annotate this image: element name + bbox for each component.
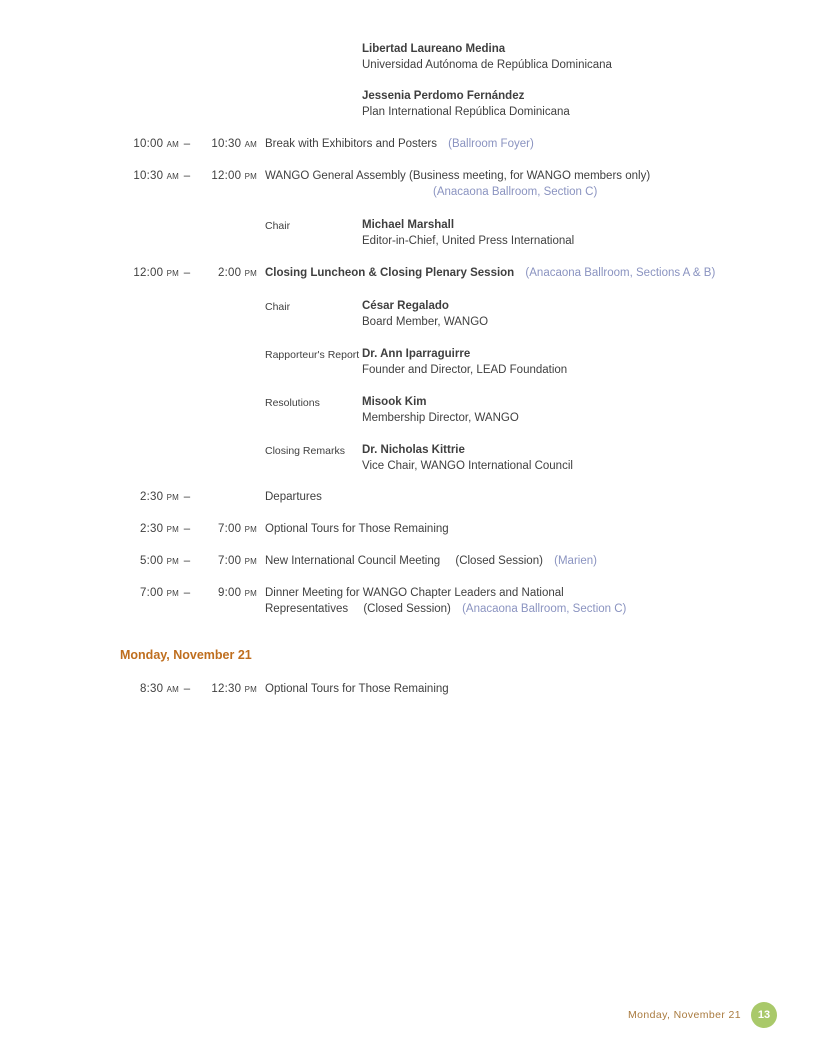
speaker-affiliation: Universidad Autónoma de República Dominicana [362,59,612,71]
session-role-row [265,346,567,378]
event-title: New International Council Meeting [265,555,441,567]
event-venue: (Ballroom Foyer) [448,138,534,150]
time-separator: – [183,138,191,150]
speaker-affiliation: Plan International República Dominicana [362,106,570,118]
time-start: 2:30 pm [140,523,179,535]
schedule-row [120,681,449,697]
page-number-badge: 13 [751,1002,777,1028]
schedule-row [120,585,626,617]
time-end: 7:00 pm [218,523,257,535]
time-start: 2:30 pm [140,491,179,503]
time-start: 12:00 pm [133,267,179,279]
time-range [120,265,265,281]
session-role-label: Chair [265,301,291,313]
time-end: 12:00 pm [211,170,257,182]
time-range [120,585,265,617]
event-title-line2: Representatives [265,603,349,615]
person-name: Misook Kim [362,396,427,408]
event-title: Optional Tours for Those Remaining [265,523,449,535]
schedule-row [120,136,534,152]
session-role-label: Rapporteur's Report [265,349,360,361]
event-venue: (Anacaona Ballroom, Section C) [462,603,627,615]
time-range [120,681,265,697]
session-role-label: Resolutions [265,397,320,409]
person-title: Board Member, WANGO [362,316,489,328]
speaker-name: Jessenia Perdomo Fernández [362,90,525,102]
person-name: César Regalado [362,300,449,312]
time-separator: – [183,683,191,695]
person-name: Dr. Nicholas Kittrie [362,444,465,456]
time-range [120,521,265,537]
session-role-row [265,217,574,249]
time-range [120,553,265,569]
time-start: 7:00 pm [140,587,179,599]
event-title: Closing Luncheon & Closing Plenary Session [265,267,515,279]
footer-section-label: Monday, November 21 [628,1009,742,1021]
session-role-label: Closing Remarks [265,445,345,457]
speaker-entry [362,88,570,120]
event-venue: (Anacaona Ballroom, Sections A & B) [525,267,716,279]
time-start: 10:00 am [133,138,179,150]
time-range [120,489,265,505]
event-title: Dinner Meeting for WANGO Chapter Leaders and National [265,587,564,599]
time-start: 5:00 pm [140,555,179,567]
speaker-entry [362,41,612,73]
schedule-row [120,521,449,537]
time-separator: – [183,491,191,503]
speaker-name: Libertad Laureano Medina [362,43,506,55]
session-role-row [265,298,488,330]
event-note: (Closed Session) [363,603,451,615]
session-role-label: Chair [265,220,291,232]
person-title: Founder and Director, LEAD Foundation [362,364,568,376]
event-title: Break with Exhibitors and Posters [265,138,437,150]
time-end: 10:30 am [211,138,257,150]
time-range [120,168,265,200]
page-footer [628,1002,777,1028]
session-role-row [265,442,573,474]
event-note: (Closed Session) [455,555,543,567]
person-title: Membership Director, WANGO [362,412,519,424]
time-separator: – [183,170,191,182]
time-end [195,489,257,505]
time-separator: – [183,587,191,599]
time-end: 2:00 pm [218,267,257,279]
section-heading: Monday, November 21 [120,648,252,662]
schedule-row [120,265,715,281]
event-venue: (Marien) [554,555,597,567]
event-title: Departures [265,491,322,503]
event-title: WANGO General Assembly (Business meeting, for WANGO members only) [265,170,651,182]
time-start: 10:30 am [133,170,179,182]
person-name: Dr. Ann Iparraguirre [362,348,471,360]
time-separator: – [183,555,191,567]
time-separator: – [183,523,191,535]
session-role-row [265,394,519,426]
person-title: Vice Chair, WANGO International Council [362,460,573,472]
time-end: 12:30 pm [211,683,257,695]
event-title: Optional Tours for Those Remaining [265,683,449,695]
schedule-row [120,168,650,200]
time-end: 7:00 pm [218,555,257,567]
time-range [120,136,265,152]
event-venue: (Anacaona Ballroom, Section C) [433,186,598,198]
schedule-row [120,553,597,569]
schedule-row [120,489,322,505]
time-start: 8:30 am [140,683,179,695]
person-name: Michael Marshall [362,219,455,231]
person-title: Editor-in-Chief, United Press International [362,235,575,247]
time-separator: – [183,267,191,279]
time-end: 9:00 pm [218,587,257,599]
